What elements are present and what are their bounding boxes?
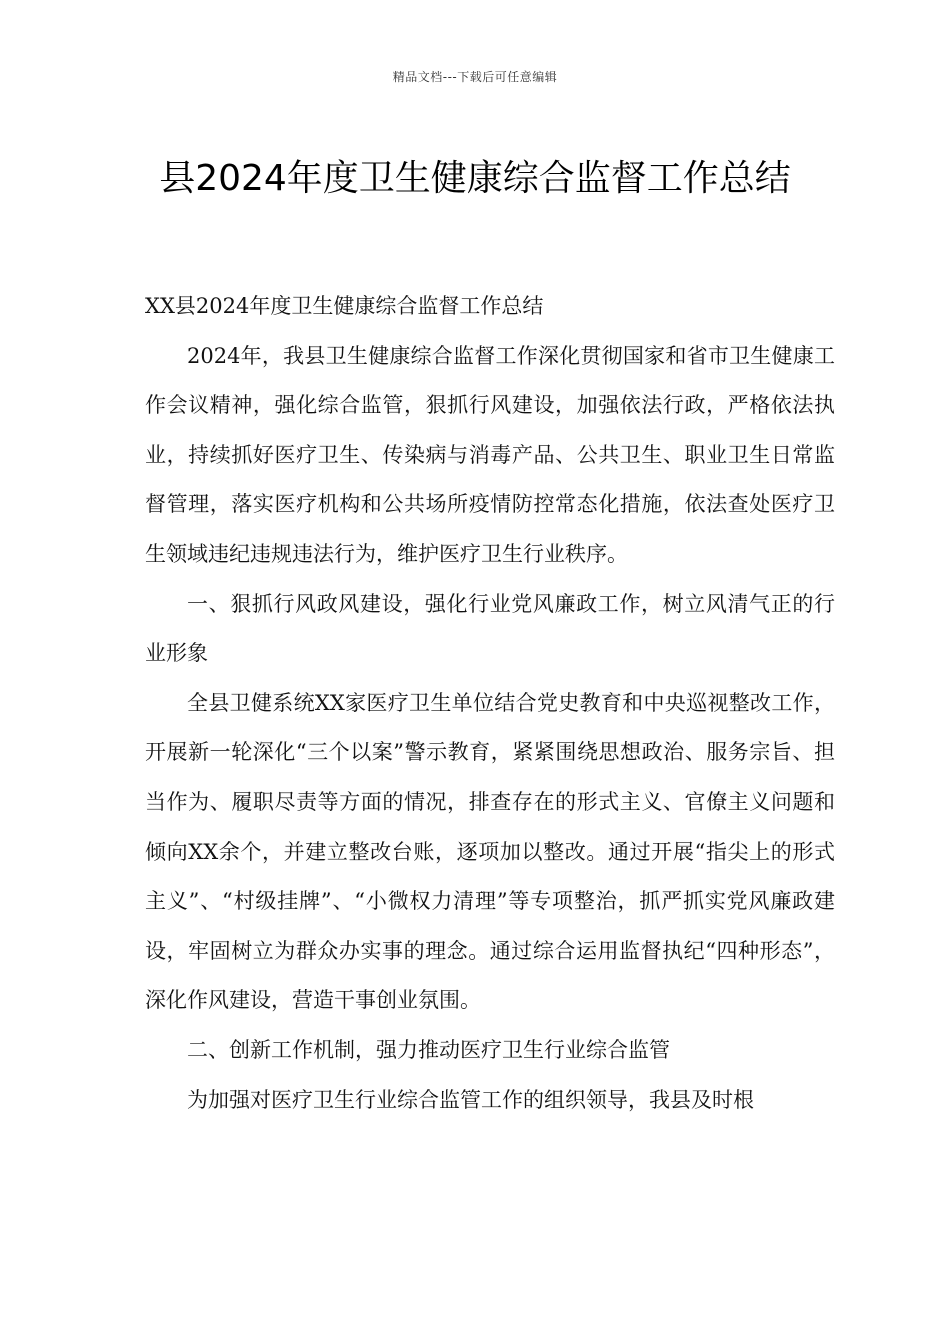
section-heading-1: 一、狠抓行风政风建设，强化行业党风廉政工作，树立风清气正的行业形象	[145, 591, 835, 666]
page-title: 县2024年度卫生健康综合监督工作总结	[159, 158, 791, 200]
header-watermark: 精品文档---下载后可任意编辑	[392, 70, 558, 84]
document-body	[145, 282, 835, 1125]
paragraph-section-2: 为加强对医疗卫生行业综合监管工作的组织领导，我县及时根	[187, 1087, 754, 1112]
paragraph-intro: 2024年，我县卫生健康综合监督工作深化贯彻国家和省市卫生健康工作会议精神，强化综合监管，狠抓行风建设，加强依法行政，严格依法执业，持续抓好医疗卫生、传染病与消毒产品、公共卫生、职业卫生日常监督管理，落实医疗机构和公共场所疫情防控常态化措施，依法查处医疗卫生领域违纪违规违法行为，维护医疗卫生行业秩序。	[145, 343, 835, 566]
section-heading-2: 二、创新工作机制，强力推动医疗卫生行业综合监管	[187, 1037, 670, 1062]
paragraph-section-1: 全县卫健系统XX家医疗卫生单位结合党史教育和中央巡视整改工作，开展新一轮深化“三个以案”警示教育，紧紧围绕思想政治、服务宗旨、担当作为、履职尽责等方面的情况，排查存在的形式主义、官僚主义问题和倾向XX余个，并建立整改台账，逐项加以整改。通过开展“指尖上的形式主义”、“村级挂牌”、“小微权力清理”等专项整治，抓严抓实党风廉政建设，牢固树立为群众办实事的理念。通过综合运用监督执纪“四种形态”，深化作风建设，营造干事创业氛围。	[145, 690, 835, 1013]
document-subtitle: XX县2024年度卫生健康综合监督工作总结	[145, 294, 544, 318]
